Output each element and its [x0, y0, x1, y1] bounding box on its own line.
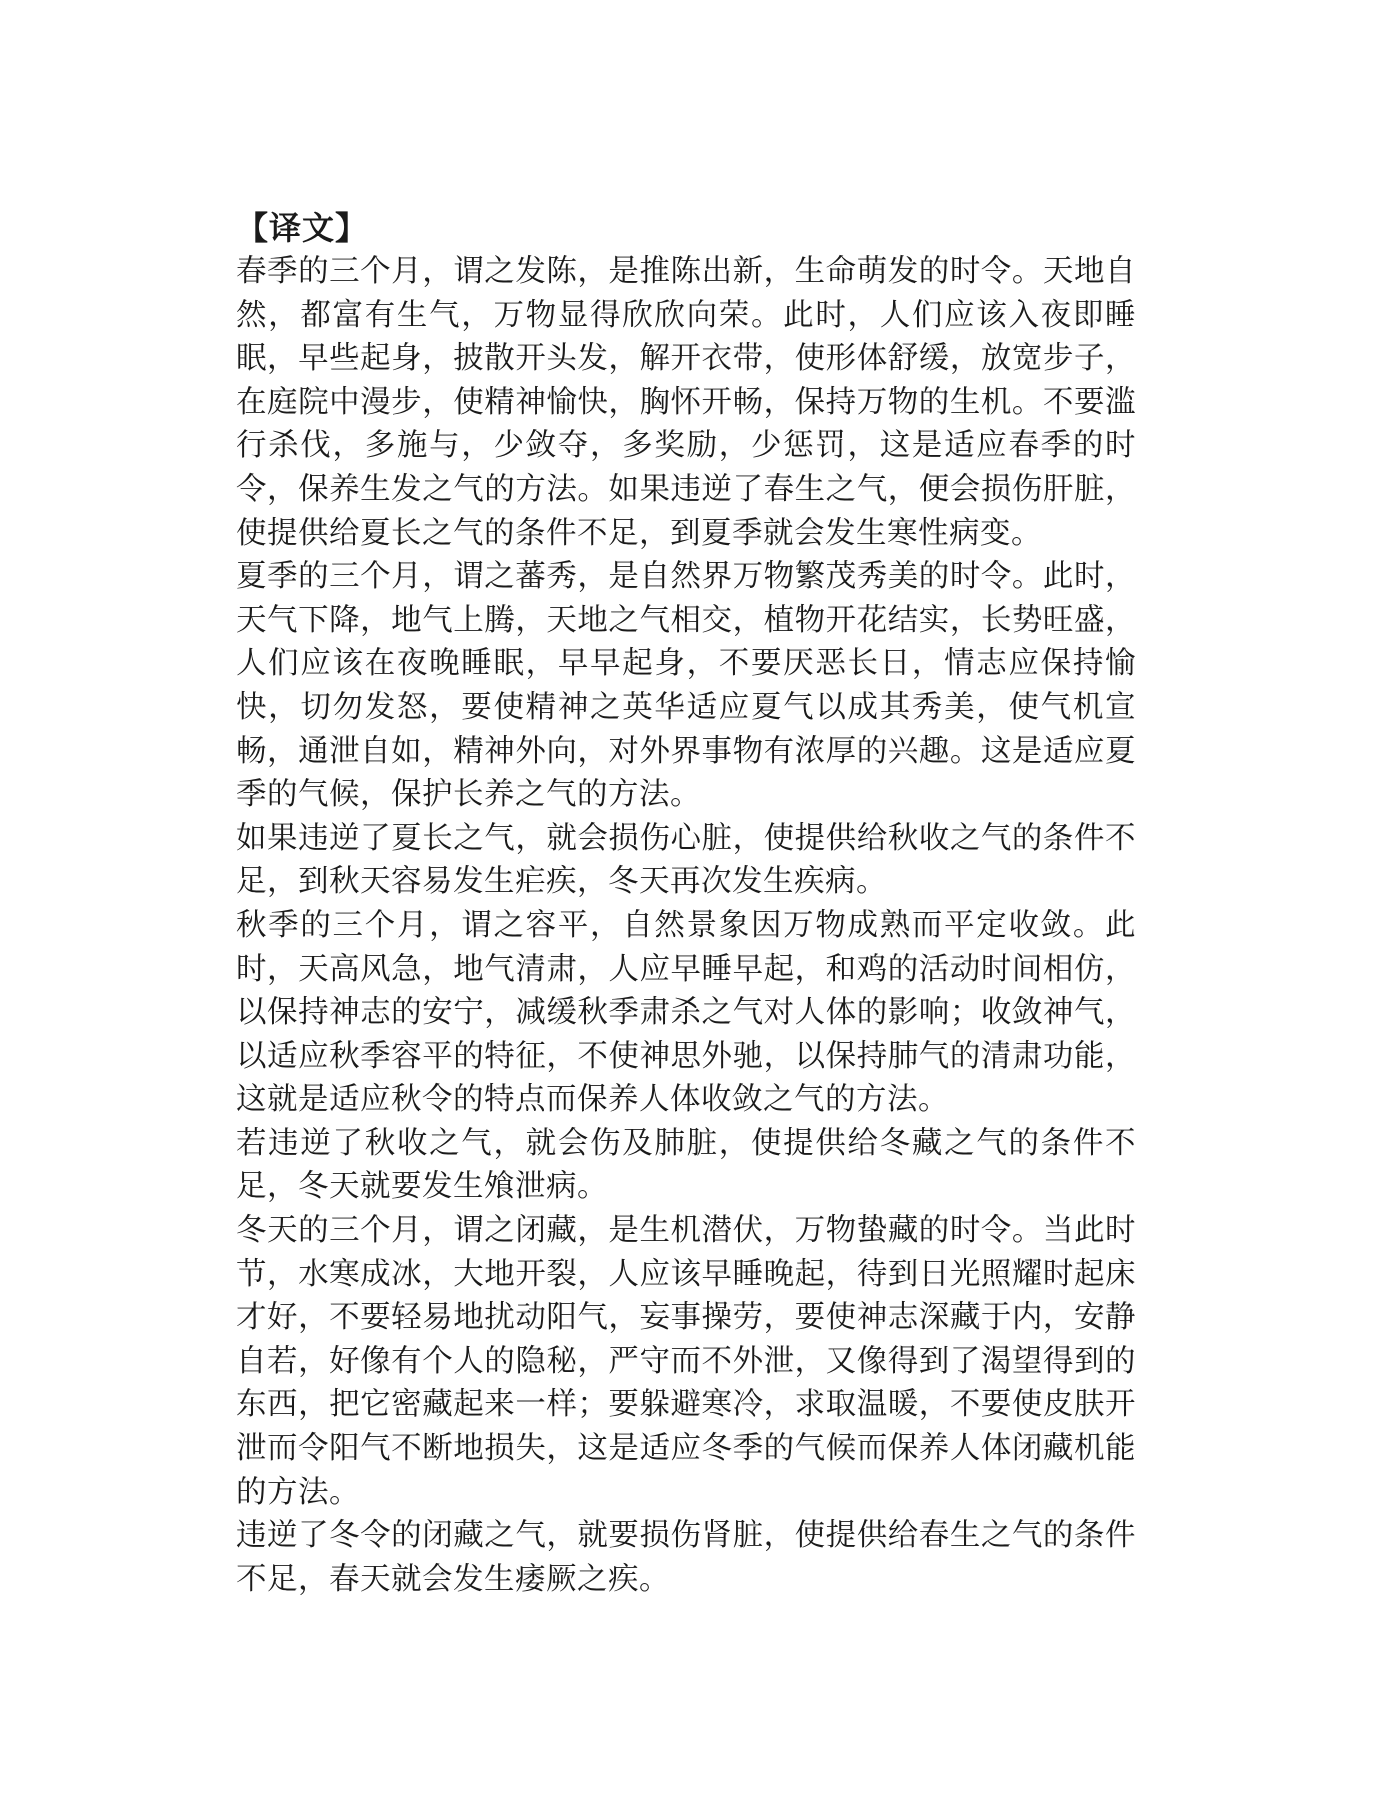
- section-heading: 【译文】: [236, 209, 369, 247]
- paragraph-autumn: 秋季的三个月，谓之容平，自然景象因万物成熟而平定收敛。此时，天高风急，地气清肃，人应早睡早起，和鸡的活动时间相仿，以保持神志的安宁，减缓秋季肃杀之气对人体的影响；收敛神气，以适应秋季容平的特征，不使神思外驰，以保持肺气的清肃功能，这就是适应秋令的特点而保养人体收敛之气的方法。: [236, 907, 1136, 1118]
- paragraph-autumn-violation: 若违逆了秋收之气，就会伤及肺脏，使提供给冬藏之气的条件不足，冬天就要发生飧泄病。: [236, 1125, 1136, 1205]
- paragraph-summer-violation: 如果违逆了夏长之气，就会损伤心脏，使提供给秋收之气的条件不足，到秋天容易发生疟疾，冬天再次发生疾病。: [236, 820, 1136, 900]
- document-page: [236, 206, 1136, 1601]
- paragraph-spring: 春季的三个月，谓之发陈，是推陈出新，生命萌发的时令。天地自然，都富有生气，万物显得欣欣向荣。此时，人们应该入夜即睡眠，早些起身，披散开头发，解开衣带，使形体舒缓，放宽步子，在庭院中漫步，使精神愉快，胸怀开畅，保持万物的生机。不要滥行杀伐，多施与，少敛夺，多奖励，少惩罚，这是适应春季的时令，保养生发之气的方法。如果违逆了春生之气，便会损伤肝脏，使提供给夏长之气的条件不足，到夏季就会发生寒性病变。: [236, 254, 1136, 551]
- paragraph-winter-violation: 违逆了冬令的闭藏之气，就要损伤肾脏，使提供给春生之气的条件不足，春天就会发生痿厥之疾。: [236, 1518, 1136, 1597]
- paragraph-summer: 夏季的三个月，谓之蕃秀，是自然界万物繁茂秀美的时令。此时，天气下降，地气上腾，天地之气相交，植物开花结实，长势旺盛，人们应该在夜晚睡眠，早早起身，不要厌恶长日，情志应保持愉快，切勿发怒，要使精神之英华适应夏气以成其秀美，使气机宣畅，通泄自如，精神外向，对外界事物有浓厚的兴趣。这是适应夏季的气候，保护长养之气的方法。: [236, 559, 1136, 813]
- paragraph-winter: 冬天的三个月，谓之闭藏，是生机潜伏，万物蛰藏的时令。当此时节，水寒成冰，大地开裂，人应该早睡晚起，待到日光照耀时起床才好，不要轻易地扰动阳气，妄事操劳，要使神志深藏于内，安静自若，好像有个人的隐秘，严守而不外泄，又像得到了渴望得到的东西，把它密藏起来一样；要躲避寒冷，求取温暖，不要使皮肤开泄而令阳气不断地损失，这是适应冬季的气候而保养人体闭藏机能的方法。: [236, 1213, 1136, 1510]
